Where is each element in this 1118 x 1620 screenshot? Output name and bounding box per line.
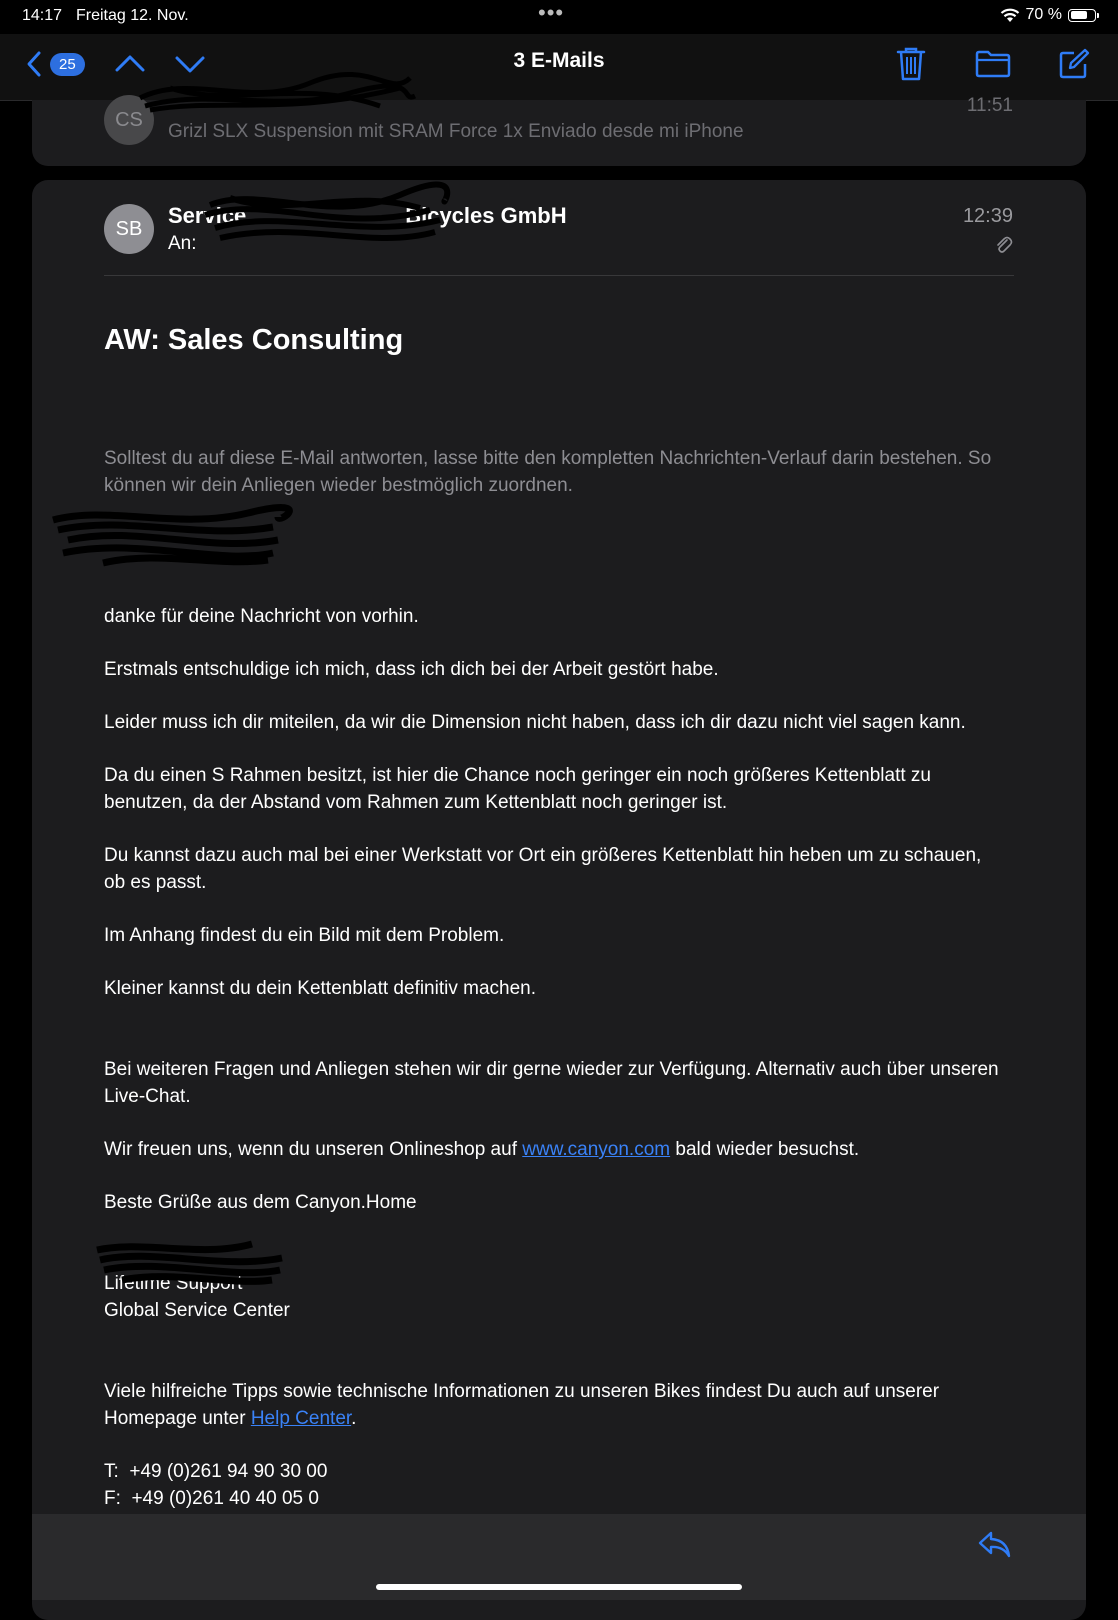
- status-time: 14:17: [22, 7, 63, 24]
- fax-number: +49 (0)261 40 40 05 0: [131, 1488, 319, 1509]
- unread-count-badge: 25: [50, 53, 85, 76]
- shop-text-end: bald wieder besuchst.: [670, 1139, 860, 1160]
- greeting: Beste Grüße aus dem Canyon.Home: [104, 1192, 417, 1213]
- battery-icon: [1068, 9, 1096, 22]
- previous-sender-avatar: CS: [104, 95, 154, 145]
- signature-line-1: Lifetime Support: [104, 1273, 243, 1294]
- status-bar: [0, 0, 1118, 34]
- fax-label: F:: [104, 1488, 121, 1509]
- wifi-icon: [1000, 8, 1020, 23]
- redaction-scribble: [92, 1238, 287, 1290]
- phone-label: T:: [104, 1461, 119, 1482]
- mail-subject: AW: Sales Consulting: [104, 324, 404, 356]
- phone-line: [104, 1458, 1004, 1485]
- closing-paragraph: Bei weiteren Fragen und Anliegen stehen wir dir gerne wieder zur Verfügung. Alternativ auch über unseren Live-Chat.: [104, 1059, 999, 1107]
- body-paragraph: danke für deine Nachricht von vorhin.: [104, 606, 419, 627]
- header-divider: [104, 275, 1014, 276]
- home-indicator[interactable]: [376, 1584, 742, 1590]
- shop-text: Wir freuen uns, wenn du unseren Onlineshop auf: [104, 1139, 523, 1160]
- redaction-scribble: [48, 505, 283, 570]
- signature-line-2: Global Service Center: [104, 1300, 290, 1321]
- reply-notice: Solltest du auf diese E-Mail antworten, lasse bitte den kompletten Nachrichten-Verlauf darin bestehen. So können wir dein Anliegen wieder bestmöglich zuordnen.: [104, 448, 992, 496]
- help-center-link[interactable]: Help Center: [250, 1408, 352, 1429]
- status-right: [1000, 6, 1096, 24]
- canyon-link[interactable]: www.canyon.com: [522, 1139, 671, 1160]
- nav-title: 3 E-Mails: [513, 49, 605, 72]
- previous-mail-preview: Grizl SLX Suspension mit SRAM Force 1x Enviado desde mi iPhone: [168, 121, 744, 142]
- reply-icon[interactable]: [978, 1530, 1012, 1558]
- body-paragraph: Leider muss ich dir miteilen, da wir die Dimension nicht haben, dass ich dir dazu nicht viel sagen kann.: [104, 712, 966, 733]
- body-paragraph: Da du einen S Rahmen besitzt, ist hier die Chance noch geringer ein noch größeres Kettenblatt zu benutzen, da der Abstand vom Rahmen zum Kettenblatt noch geringer ist.: [104, 765, 931, 813]
- phone-number[interactable]: +49 (0)261 94 90 30 00: [129, 1461, 328, 1482]
- status-date: Freitag 12. Nov.: [76, 7, 189, 24]
- tips-paragraph: [104, 1378, 1004, 1432]
- shop-paragraph: [104, 1136, 1004, 1163]
- body-paragraph: Du kannst dazu auch mal bei einer Werkstatt vor Ort ein größeres Kettenblatt hin heben um zu schauen, ob es passt.: [104, 845, 982, 893]
- fax-line: [104, 1485, 1004, 1509]
- trash-icon[interactable]: [896, 46, 926, 82]
- sender-name[interactable]: Service Bicycles GmbH: [168, 203, 567, 228]
- redaction-scribble: [200, 180, 450, 255]
- previous-mail-time: 11:51: [966, 95, 1013, 116]
- attachment-paperclip-icon: [995, 234, 1011, 254]
- sender-avatar: SB: [104, 204, 154, 254]
- body-paragraph: Im Anhang findest du ein Bild mit dem Problem.: [104, 925, 505, 946]
- to-label: An:: [168, 233, 197, 254]
- multitasking-dots-icon[interactable]: •••: [538, 0, 565, 25]
- tips-text-end: .: [351, 1408, 357, 1429]
- body-paragraph: Erstmals entschuldige ich mich, dass ich dich bei der Arbeit gestört habe.: [104, 659, 719, 680]
- redaction-scribble: [130, 68, 420, 118]
- tips-text: Viele hilfreiche Tipps sowie technische Informationen zu unseren Bikes findest Du auch auf unserer Homepage unter: [104, 1381, 940, 1429]
- compose-icon[interactable]: [1058, 48, 1090, 80]
- mail-time: 12:39: [962, 205, 1013, 227]
- folder-icon[interactable]: [975, 50, 1011, 78]
- body-paragraph: Kleiner kannst du dein Kettenblatt definitiv machen.: [104, 978, 536, 999]
- battery-percent: 70 %: [1025, 6, 1062, 23]
- mail-body: [104, 445, 1004, 1509]
